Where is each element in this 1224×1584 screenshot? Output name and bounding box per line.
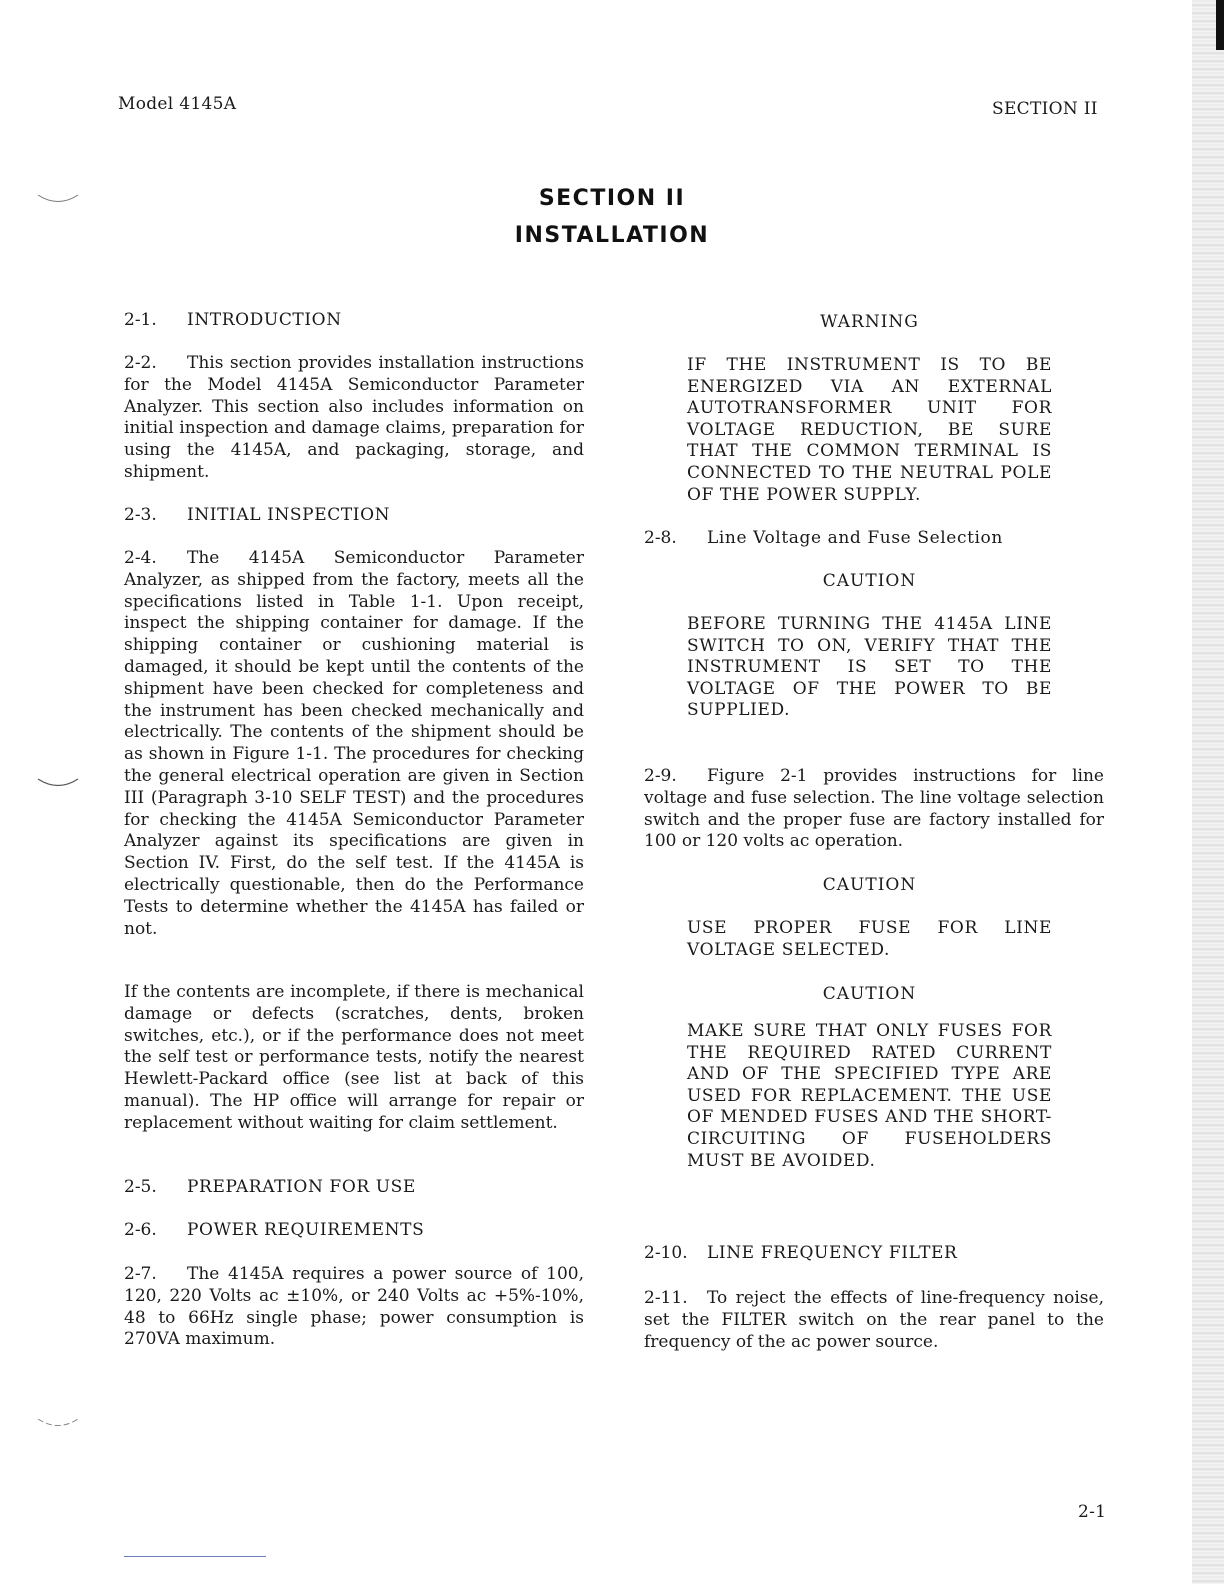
paragraph-text: This section provides installation instructions for the Model 4145A Semiconductor Parameter Analyzer. This section also includes information on initial inspection and damage claims, preparation for using the 4145A, and packaging, storage, and shipment. [124, 353, 584, 482]
caution-text: MAKE SURE THAT ONLY FUSES FOR THE REQUIRED RATED CURRENT AND OF THE SPECIFIED TYPE ARE USED FOR REPLACEMENT. THE USE OF MENDED FUSES AND THE SHORT-CIRCUITING OF FUSEHOLDERS MUST BE AVOIDED. [687, 1021, 1052, 1171]
heading-text: POWER REQUIREMENTS [187, 1220, 425, 1240]
paragraph-number: 2-7. [124, 1264, 157, 1284]
caution-text: USE PROPER FUSE FOR LINE VOLTAGE SELECTED. [687, 918, 1052, 960]
header-model: Model 4145A [118, 94, 237, 114]
heading-number: 2-3. [124, 505, 157, 525]
warning-text: IF THE INSTRUMENT IS TO BE ENERGIZED VIA AN EXTERNAL AUTOTRANSFORMER UNIT FOR VOLTAGE REDUCTION, BE SURE THAT THE COMMON TERMINAL IS CONNECTED TO THE NEUTRAL POLE OF THE POWER SUPPLY. [687, 355, 1052, 505]
paragraph-text: The 4145A requires a power source of 100, 120, 220 Volts ac ±10%, or 240 Volts ac +5%-10%, 48 to 66Hz single phase; power consumption is 270VA maximum. [124, 1264, 584, 1350]
heading-number: 2-10. [644, 1243, 688, 1263]
heading-initial-inspection [124, 505, 584, 527]
heading-number: 2-8. [644, 528, 677, 548]
caution-label: CAUTION [822, 984, 917, 1004]
binder-hole-mark [36, 776, 80, 790]
paragraph-text: Figure 2-1 provides instructions for line voltage and fuse selection. The line voltage selection switch and the proper fuse are factory installed for 100 or 120 volts ac operation. [644, 766, 1104, 852]
paragraph-number: 2-4. [124, 548, 157, 568]
paragraph-2-11 [644, 1288, 1104, 1353]
section-title: SECTION II [538, 186, 686, 211]
heading-text: INITIAL INSPECTION [187, 505, 391, 525]
warning-label: WARNING [820, 312, 919, 332]
heading-text: PREPARATION FOR USE [187, 1177, 416, 1197]
paragraph-number: 2-2. [124, 353, 157, 373]
caution-label: CAUTION [822, 571, 917, 591]
paragraph-number: 2-9. [644, 766, 677, 786]
heading-number: 2-5. [124, 1177, 157, 1197]
heading-text: LINE FREQUENCY FILTER [707, 1243, 958, 1263]
heading-introduction [124, 310, 584, 332]
paragraph-2-4 [124, 548, 584, 940]
heading-number: 2-6. [124, 1220, 157, 1240]
heading-preparation-for-use [124, 1177, 584, 1199]
heading-power-requirements [124, 1220, 584, 1242]
paragraph-2-2 [124, 353, 584, 484]
heading-text: Line Voltage and Fuse Selection [707, 528, 1003, 548]
section-subtitle: INSTALLATION [514, 223, 710, 248]
paragraph-2-7 [124, 1264, 584, 1351]
paragraph-text: To reject the effects of line-frequency noise, set the FILTER switch on the rear panel to the frequency of the ac power source. [644, 1288, 1104, 1352]
paragraph-2-9 [644, 766, 1104, 853]
binder-hole-mark [36, 1416, 80, 1430]
scan-edge-bar [1216, 0, 1224, 50]
paragraph-incomplete-contents: If the contents are incomplete, if there is mechanical damage or defects (scratches, dents, broken switches, etc.), or if the performance does not meet the self test or performance tests, notify the nearest Hewlett-Packard office (see list at back of this manual). The HP office will arrange for repair or replacement without waiting for claim settlement. [124, 982, 584, 1133]
paragraph-text: The 4145A Semiconductor Parameter Analyzer, as shipped from the factory, meets all the specifications listed in Table 1-1. Upon receipt, inspect the shipping container for damage. If the shipping container or cushioning material is damaged, it should be kept until the contents of the shipment have been checked for completeness and the instrument has been checked mechanically and electrically. The contents of the shipment should be as shown in Figure 1-1. The procedures for checking the general electrical operation are given in Section III (Paragraph 3-10 SELF TEST) and the procedures for checking the 4145A Semiconductor Parameter Analyzer against its specifications are given in Section IV. First, do the self test. If the 4145A is electrically questionable, then do the Performance Tests to determine whether the 4145A has failed or not. [124, 548, 584, 939]
footer-rule [124, 1556, 266, 1557]
page-number: 2-1 [1078, 1502, 1107, 1522]
paragraph-number: 2-11. [644, 1288, 688, 1308]
heading-line-frequency-filter [644, 1243, 1104, 1265]
heading-number: 2-1. [124, 310, 157, 330]
heading-text: INTRODUCTION [187, 310, 342, 330]
header-section: SECTION II [992, 99, 1098, 119]
caution-label: CAUTION [822, 875, 917, 895]
caution-text: BEFORE TURNING THE 4145A LINE SWITCH TO ON, VERIFY THAT THE INSTRUMENT IS SET TO THE VOLTAGE OF THE POWER TO BE SUPPLIED. [687, 614, 1052, 721]
heading-line-voltage-fuse [644, 528, 1104, 550]
